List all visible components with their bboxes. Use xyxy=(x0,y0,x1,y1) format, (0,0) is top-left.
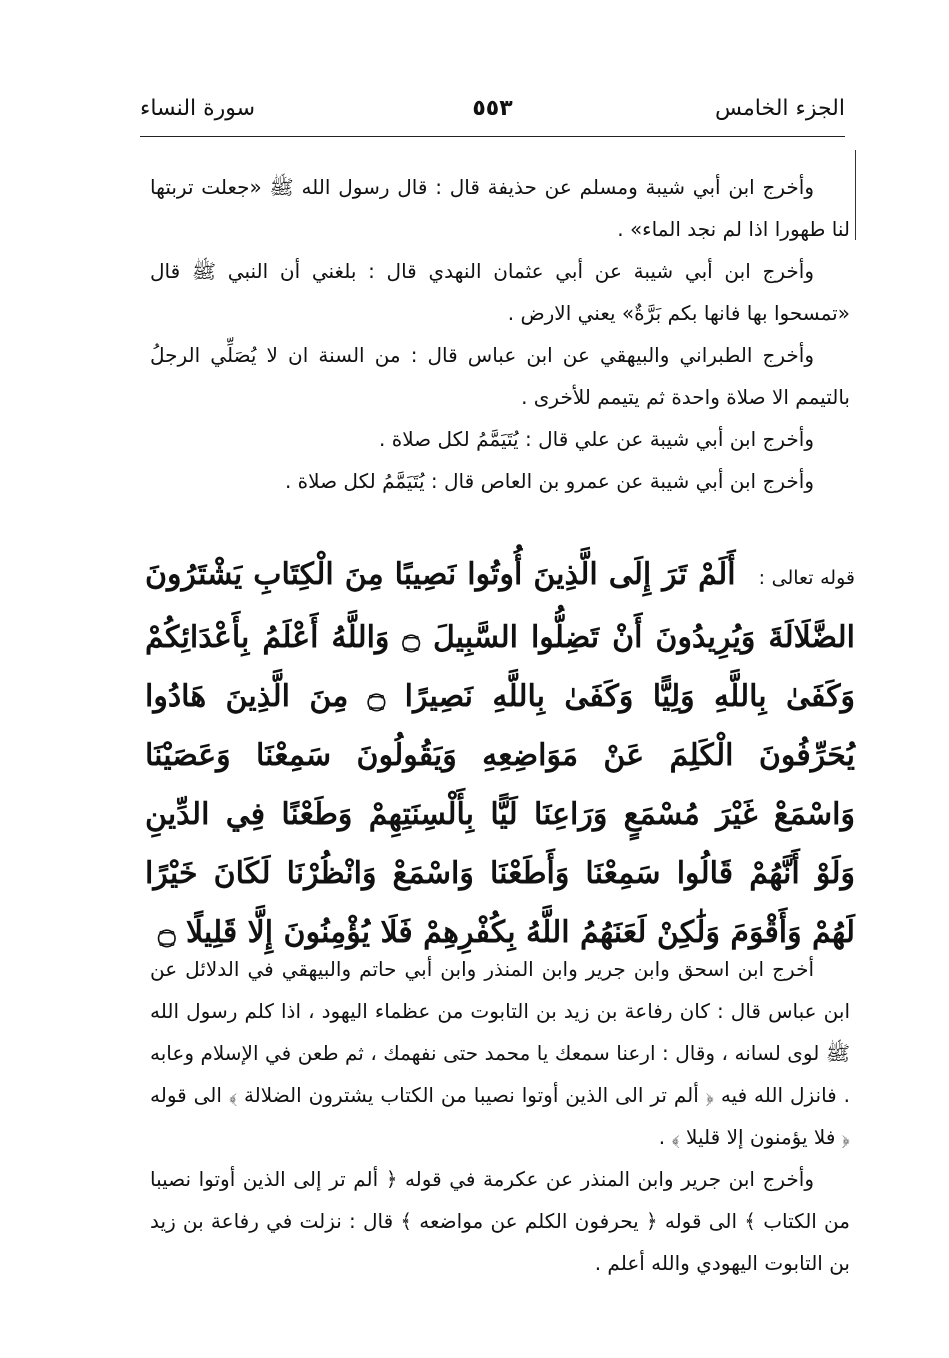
narration-paragraph: وأخرج ابن جرير وابن المنذر عن عكرمة في قوله ﴿ ألم تر إلى الذين أوتوا نصيبا من الكتاب ﴾ الى قوله ﴿ يحرفون الكلم عن مواضعه ﴾ قال : نزلت في رفاعة بن زيد بن التابوت اليهودي والله أعلم . xyxy=(150,1167,850,1275)
page-number: ٥٥٣ xyxy=(472,96,513,121)
page-header xyxy=(140,92,845,137)
narrations-block-bottom xyxy=(150,948,850,1284)
narration-paragraph: وأخرج ابن أبي شيبة عن علي قال : يُتَيَمَّمُ لكل صلاة . xyxy=(379,427,814,451)
margin-rule xyxy=(855,150,856,240)
narration-paragraph: وأخرج ابن أبي شيبة عن عمرو بن العاص قال : يُتَيَمَّمُ لكل صلاة . xyxy=(284,469,814,493)
narration-paragraph: وأخرج ابن أبي شيبة ومسلم عن حذيفة قال : قال رسول الله ﷺ «جعلت تربتها لنا طهورا اذا لم نجد الماء» . xyxy=(150,175,850,241)
narration-paragraph: وأخرج ابن أبي شيبة عن أبي عثمان النهدي قال : بلغني أن النبي ﷺ قال «تمسحوا بها فانها بكم بَرَّةٌ» يعني الارض . xyxy=(150,259,850,325)
verse-text: أَلَمْ تَرَ إِلَى الَّذِينَ أُوتُوا نَصِيبًا مِنَ الْكِتَابِ يَشْتَرُونَ الضَّلَالَةَ وَيُرِيدُونَ أَنْ تَضِلُّوا السَّبِيلَ ۝ وَاللَّهُ أَعْلَمُ بِأَعْدَائِكُمْ وَكَفَىٰ بِاللَّهِ وَلِيًّا وَكَفَىٰ بِاللَّهِ نَصِيرًا ۝ مِنَ الَّذِينَ هَادُوا يُحَرِّفُونَ الْكَلِمَ عَنْ مَوَاضِعِهِ وَيَقُولُونَ سَمِعْنَا وَعَصَيْنَا وَاسْمَعْ غَيْرَ مُسْمَعٍ وَرَاعِنَا لَيًّا بِأَلْسِنَتِهِمْ وَطَعْنًا فِي الدِّينِ وَلَوْ أَنَّهُمْ قَالُوا سَمِعْنَا وَأَطَعْنَا وَاسْمَعْ وَانْظُرْنَا لَكَانَ خَيْرًا لَهُمْ وَأَقْوَمَ وَلَٰكِنْ لَعَنَهُمُ اللَّهُ بِكُفْرِهِمْ فَلَا يُؤْمِنُونَ إِلَّا قَلِيلًا ۝ xyxy=(145,557,855,950)
quran-verse-block xyxy=(145,545,855,962)
narrations-block-top xyxy=(150,166,850,502)
narration-paragraph: أخرج ابن اسحق وابن جرير وابن المنذر وابن أبي حاتم والبيهقي في الدلائل عن ابن عباس قال : كان رفاعة بن زيد بن التابوت من عظماء اليهود ، اذا كلم رسول الله ﷺ لوى لسانه ، وقال : ارعنا سمعك يا محمد حتى نفهمك ، ثم طعن في الإسلام وعابه . فانزل الله فيه ﴿ ألم تر الى الذين أوتوا نصيبا من الكتاب يشترون الضلالة ﴾ الى قوله ﴿ فلا يؤمنون إلا قليلا ﴾ . xyxy=(150,957,850,1149)
surah-label: سورة النساء xyxy=(140,96,256,121)
narration-paragraph: وأخرج الطبراني والبيهقي عن ابن عباس قال : من السنة ان لا يُصَلِّي الرجلُ بالتيمم الا صلاة واحدة ثم يتيمم للأخرى . xyxy=(150,343,850,409)
verse-intro: قوله تعالى : xyxy=(758,567,855,589)
juz-label: الجزء الخامس xyxy=(714,96,845,121)
